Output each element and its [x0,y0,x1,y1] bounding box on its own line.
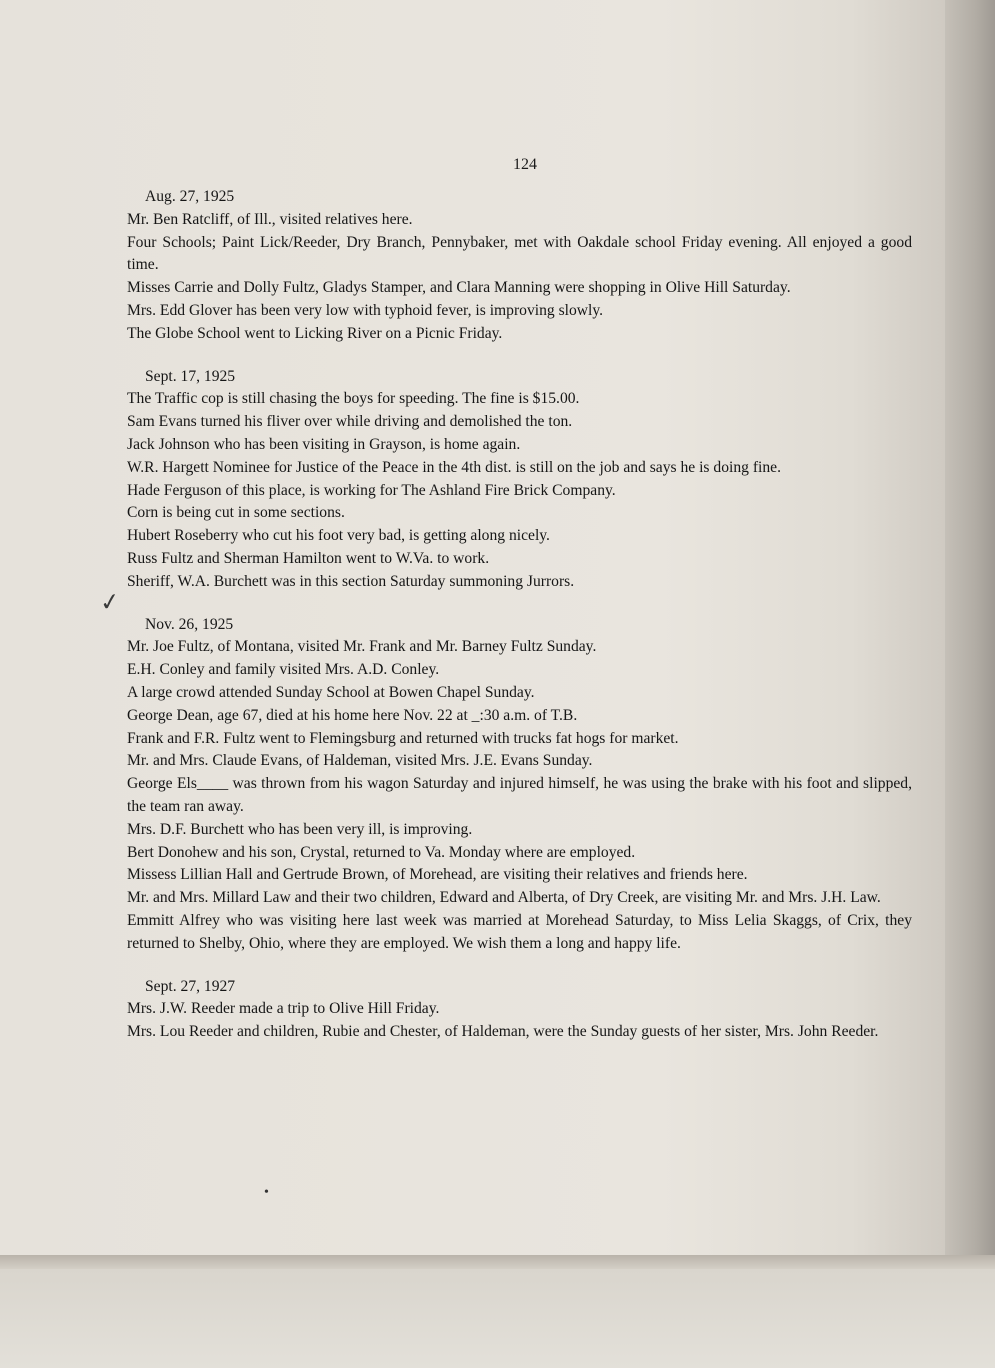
section-date: Sept. 27, 1927 [145,977,236,995]
handwritten-check-mark-icon: ✓ [98,588,122,618]
news-entry: Hade Ferguson of this place, is working for The Ashland Fire Brick Company. [127,481,616,499]
news-entry: E.H. Conley and family visited Mrs. A.D. Conley. [127,661,440,679]
news-entry: Russ Fultz and Sherman Hamilton went to W.Va. to work. [127,549,490,567]
news-entry: The Traffic cop is still chasing the boys for speeding. The fine is $15.00. [127,390,580,408]
news-entry: Mr. Ben Ratcliff, of Ill., visited relatives here. [127,210,413,228]
news-entry: The Globe School went to Licking River on a Picnic Friday. [127,324,503,342]
news-entry: Misses Carrie and Dolly Fultz, Gladys Stamper, and Clara Manning were shopping in Olive Hill Saturday. [127,279,791,297]
news-entry: Bert Donohew and his son, Crystal, returned to Va. Monday where are employed. [127,843,636,861]
news-entry: Mr. and Mrs. Claude Evans, of Haldeman, visited Mrs. J.E. Evans Sunday. [127,752,593,770]
section-sept-1925 [127,366,912,594]
section-aug-1925 [127,186,912,346]
news-entry: Mrs. J.W. Reeder made a trip to Olive Hill Friday. [127,1000,440,1018]
news-entry: Missess Lillian Hall and Gertrude Brown, of Morehead, are visiting their relatives and friends here. [127,866,748,884]
section-sept-1927 [127,976,912,1044]
ink-dot-icon: • [264,1185,269,1200]
page-number: 124 [513,156,537,173]
entry-list [127,998,912,1044]
news-entry: George Els____ was thrown from his wagon Saturday and injured himself, he was using the brake with his foot and slipped, the team ran away. [127,775,912,815]
page-content [127,186,912,1064]
section-date: Aug. 27, 1925 [145,188,235,205]
news-entry: Mr. Joe Fultz, of Montana, visited Mr. Frank and Mr. Barney Fultz Sunday. [127,638,597,656]
news-entry: Jack Johnson who has been visiting in Grayson, is home again. [127,435,521,453]
news-entry: Sam Evans turned his fliver over while driving and demolished the ton. [127,413,573,431]
section-date: Nov. 26, 1925 [145,615,234,633]
entry-list [127,636,912,955]
news-entry: Hubert Roseberry who cut his foot very bad, is getting along nicely. [127,527,550,545]
news-entry: Mrs. Lou Reeder and children, Rubie and Chester, of Haldeman, were the Sunday guests of her sister, Mrs. John Reeder. [127,1023,879,1041]
news-entry: A large crowd attended Sunday School at Bowen Chapel Sunday. [127,683,535,701]
section-date: Sept. 17, 1925 [145,367,236,385]
page-edge-shadow [0,1255,995,1269]
news-entry: George Dean, age 67, died at his home here Nov. 22 at _:30 a.m. of T.B. [127,706,578,724]
book-spine [945,0,995,1262]
news-entry: Mrs. D.F. Burchett who has been very ill, is improving. [127,820,473,838]
scan-background [0,1269,995,1368]
news-entry: Emmitt Alfrey who was visiting here last week was married at Morehead Saturday, to Miss Lelia Skaggs, of Crix, they returned to Shelby, Ohio, where they are employed. We wish them a long and happy life. [127,911,912,952]
news-entry: Mrs. Edd Glover has been very low with typhoid fever, is improving slowly. [127,301,604,319]
news-entry: W.R. Hargett Nominee for Justice of the Peace in the 4th dist. is still on the job and says he is doing fine. [127,458,781,476]
news-entry: Sheriff, W.A. Burchett was in this section Saturday summoning Jurrors. [127,572,575,590]
entry-list [127,388,912,593]
news-entry: Four Schools; Paint Lick/Reeder, Dry Branch, Pennybaker, met with Oakdale school Friday evening. All enjoyed a good time. [127,233,912,274]
news-entry: Mr. and Mrs. Millard Law and their two children, Edward and Alberta, of Dry Creek, are visiting Mr. and Mrs. J.H. Law. [127,889,881,907]
entry-list [127,209,912,346]
news-entry: Frank and F.R. Fultz went to Flemingsburg and returned with trucks fat hogs for market. [127,729,679,747]
section-nov-1925 [127,614,912,956]
news-entry: Corn is being cut in some sections. [127,504,345,522]
